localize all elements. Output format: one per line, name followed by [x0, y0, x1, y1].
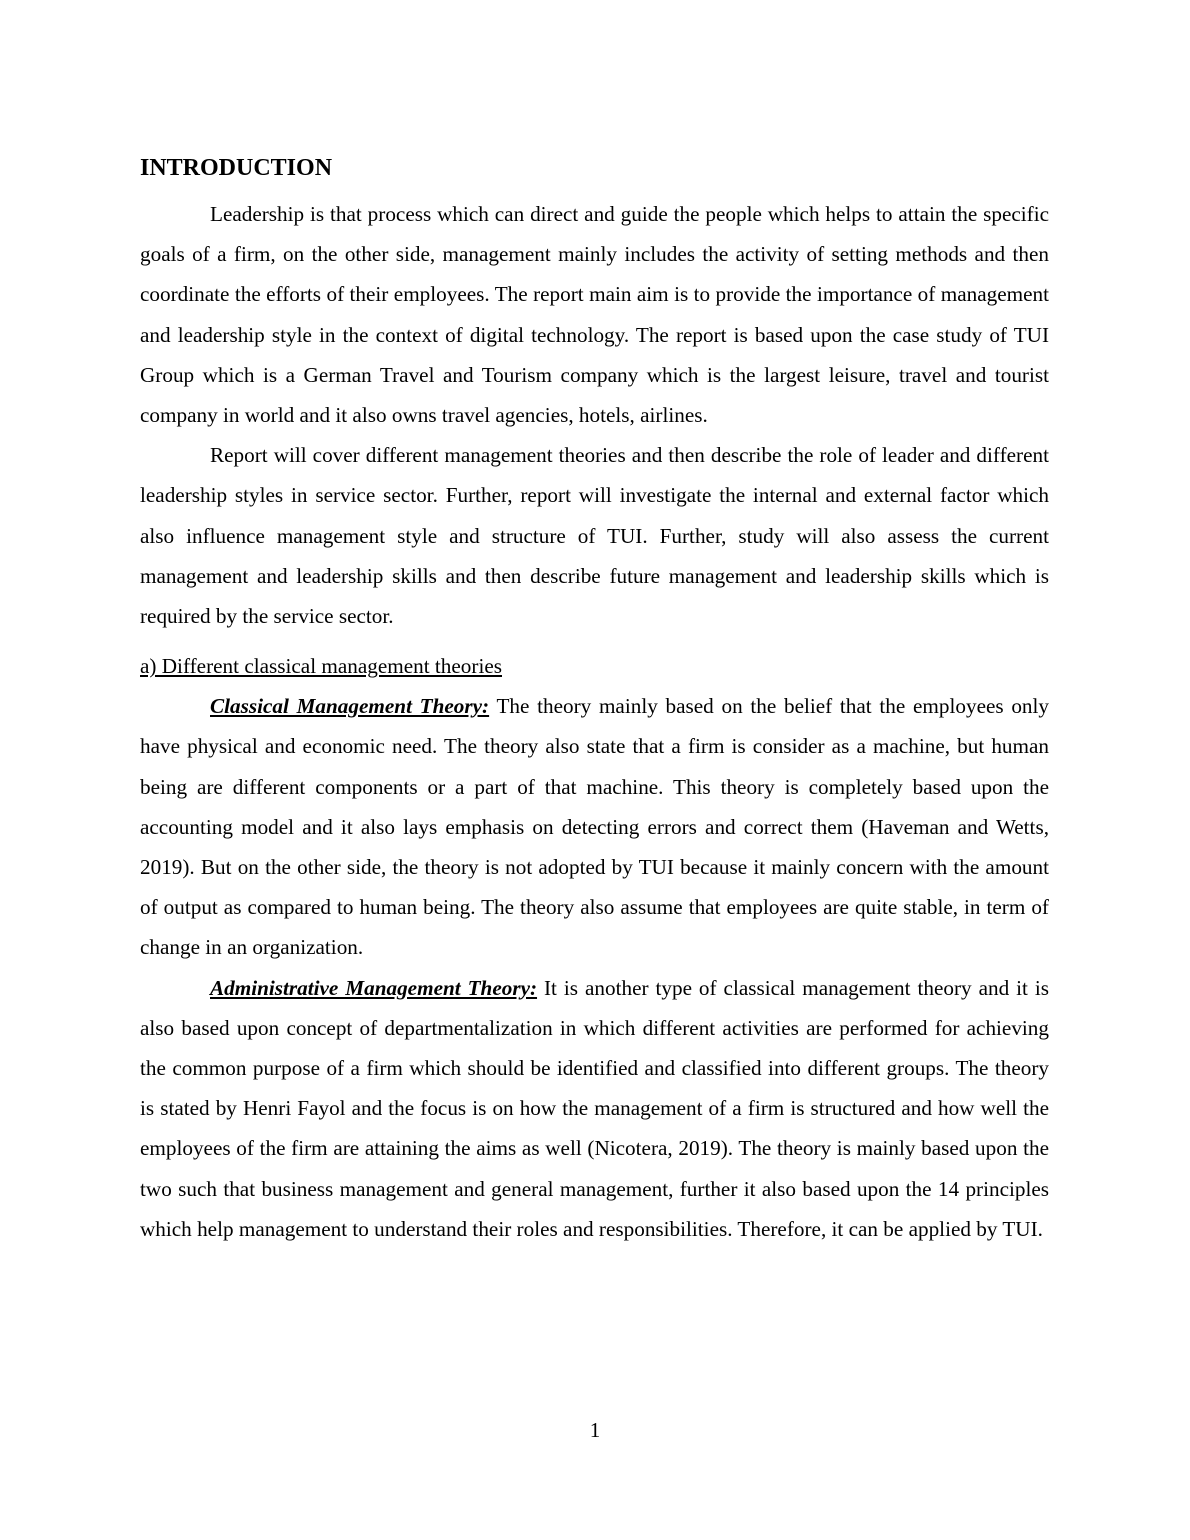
theory-text-administrative: It is another type of classical management theory and it is also based upon concept of departmentalization in which different activities are performed for achieving the common purpose of a firm which should be identified and classified into different groups. The theory is stated by Henri Fayol and the focus is on how the management of a firm is structured and how well the employees of the firm are attaining the aims as well (Nicotera, 2019). The theory is mainly based upon the two such that business management and general management, further it also based upon the 14 principles which help management to understand their roles and responsibilities. Therefore, it can be applied by TUI.: [140, 975, 1049, 1241]
document-page: [140, 148, 1049, 1249]
theory-paragraph-administrative: [140, 968, 1049, 1249]
page-title: INTRODUCTION: [140, 155, 333, 181]
theory-text-classical: The theory mainly based on the belief that the employees only have physical and economic need. The theory also state that a firm is consider as a machine, but human being are different components or a part of that machine. This theory is completely based upon the accounting model and it also lays emphasis on detecting errors and correct them (Haveman and Wetts, 2019). But on the other side, the theory is not adopted by TUI because it mainly concern with the amount of output as compared to human being. The theory also assume that employees are quite stable, in term of change in an organization.: [140, 694, 1050, 960]
page-number: 1: [589, 1418, 601, 1442]
theory-term-administrative: Administrative Management Theory:: [210, 975, 538, 1000]
theory-paragraph-classical: [140, 686, 1049, 967]
theory-term-classical: Classical Management Theory:: [210, 694, 490, 719]
intro-paragraph-1: Leadership is that process which can direct and guide the people which helps to attain the specific goals of a firm, on the other side, management mainly includes the activity of setting methods and then coordinate the efforts of their employees. The report main aim is to provide the importance of management and leadership style in the context of digital technology. The report is based upon the case study of TUI Group which is a German Travel and Tourism company which is the largest leisure, travel and tourist company in world and it also owns travel agencies, hotels, airlines.: [140, 202, 1049, 428]
section-heading-a: a) Different classical management theories: [140, 654, 502, 679]
intro-paragraph-2: Report will cover different management theories and then describe the role of leader and different leadership styles in service sector. Further, report will investigate the internal and external factor which also influence management style and structure of TUI. Further, study will also assess the current management and leadership skills and then describe future management and leadership skills which is required by the service sector.: [140, 443, 1049, 629]
